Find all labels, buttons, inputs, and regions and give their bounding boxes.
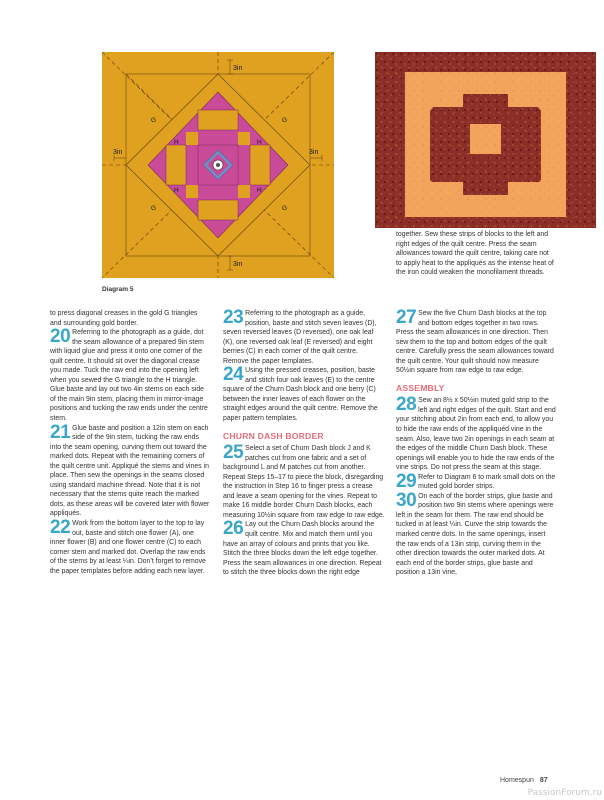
step-28 (396, 396, 556, 472)
label-h: H (257, 139, 262, 146)
step-text: Referring to the photograph as a guide, position, baste and stitch seven leaves (D), seven reversed leaves (D reversed), one oak leaf (K), one reversed oak leaf (E reversed) and eight berries (C) in each corner of the quilt centre. Remove the paper templates. (223, 310, 377, 365)
column-3 (396, 309, 556, 578)
step-26 (223, 520, 385, 577)
step-number: 30 (396, 489, 417, 511)
step-number: 22 (50, 517, 71, 539)
diagram-5 (102, 52, 334, 278)
churn-rect-bottom (198, 200, 238, 220)
step-20 (50, 328, 210, 423)
churn-corner (238, 132, 250, 145)
step-text: Work from the bottom layer to the top to lay out, baste and stitch one flower (A), one inner flower (B) and one flower centre (C) to each corner stem and marked dot. Overlap the raw ends of the stems by at least ¼in. Don’t forget to remove the paper templates before adding each new layer. (50, 520, 206, 575)
page-number: 87 (539, 777, 548, 784)
step-29 (396, 470, 556, 492)
step-number: 25 (223, 442, 244, 464)
churn-rect-right (250, 145, 270, 185)
flower-dot-icon (216, 163, 220, 167)
step-number: 23 (223, 307, 244, 328)
step-21 (50, 421, 210, 519)
label-g: G (282, 117, 288, 124)
column-2 (223, 309, 385, 578)
section-heading-churn-dash-border: CHURN DASH BORDER (223, 430, 324, 441)
step-text: Sew the five Churn Dash blocks at the top and bottom edges together in two rows. Press the seam allowances in one direction. Then sew them to the top and bottom edges of the quilt centre. Carefully press the seam allowances toward the quilt centre. Your quilt should now measure 50½in square from raw edge to raw edge. (396, 310, 554, 375)
intro-text: to press diagonal creases in the gold G triangles and surrounding gold border. (50, 310, 198, 327)
label-g: G (151, 117, 157, 124)
step-number: 29 (396, 470, 417, 492)
step-number: 27 (396, 307, 417, 328)
churn-dash-photo (375, 52, 596, 228)
step-22 (50, 519, 210, 576)
churn-corner (186, 132, 198, 145)
churn-rect-left (166, 145, 186, 185)
step-text: Refer to Diagram 6 to mark small dots on the muted gold border strips. (418, 473, 556, 491)
step-27 (396, 309, 556, 376)
step-23 (223, 309, 385, 366)
step-text: Lay out the Churn Dash blocks around the quilt centre. Mix and match them until you have an array of colours and prints that you like. Stitch the three blocks down the left edge together. Press the seam allowances in one direction. Repeat to stitch the three blocks down the right edge (223, 521, 382, 577)
step-text: Glue baste and position a 12in stem on each side of the 9in stem, tucking the raw ends into the seam opening, curving them out toward the marked dots. Repeat with the remaining corners of the quilt centre unit. Appliqué the stems and vines in place. Then sew the openings in the seams closed using standard machine thread. Note that it is not necessary that the stems quite reach the marked dots, as these areas will be covered later with flower appliqués. (50, 424, 210, 518)
column-1 (50, 309, 210, 576)
label-h: H (174, 139, 179, 146)
label-h: H (174, 187, 179, 194)
orange-print (375, 52, 596, 228)
step-text: Select a set of Churn Dash block J and K patches cut from one fabric and a set of background L and M patches cut from another. Repeat Steps 15–17 to piece the block, disregarding the instruction in Step 16 to finger press a crease and leave a seam opening for the vines. Repeat to make 16 middle border Churn Dash blocks, each measuring 10½in square from raw edge to raw edge. (223, 445, 385, 519)
churn-dash-photo-svg (375, 52, 596, 228)
step-text: Referring to the photograph as a guide, dot the seam allowance of a prepared 9in stem with liquid glue and press it onto one corner of the quilt centre. It should sit over the diagonal crease you made. Tuck the raw end into the opening left when you sewed the G triangle to the H triangle. Glue baste and lay out two 4in stems on each side of the main 9in stem, placing them in mirror-image positions and tucking the raw ends under the centre stem. (50, 329, 208, 423)
step-number: 21 (50, 421, 71, 443)
label-3in-bottom: 3in (233, 261, 243, 268)
watermark: PassionForum.ru (527, 788, 602, 798)
label-3in-left: 3in (113, 149, 123, 156)
label-h: H (257, 187, 262, 194)
churn-corner (238, 185, 250, 198)
step-25 (223, 444, 385, 520)
diagram-caption: Diagram 5 (102, 286, 134, 293)
page-footer (500, 777, 548, 784)
label-g: G (282, 205, 288, 212)
step-number: 20 (50, 326, 71, 348)
label-3in-top: 3in (233, 65, 243, 72)
step-number: 28 (396, 394, 417, 416)
step-number: 26 (223, 518, 244, 540)
step-text: Using the pressed creases, position, baste and stitch four oak leaves (E) to the centre square of the Churn Dash block and one berry (C) between the inner leaves of each flower on the straight edges around the quilt centre. Remove the paper pattern templates. (223, 367, 378, 423)
col3-top-text: together. Sew these strips of blocks to the left and right edges of the quilt centre. Press the seam allowances toward the quilt centre, taking care not to apply heat to the appliqués as the intense heat of the iron could weaken the monofilament threads. (396, 231, 554, 277)
churn-corner (186, 185, 198, 198)
step-30 (396, 489, 556, 578)
step-text: On each of the border strips, glue baste and position two 9in stems where openings were left in the seam for them. The raw end should be tucked in at least ¼in. Curve the strip towards the marked centre dots. In the same openings, insert the raw ends of a 13in strip, curving them in the other direction towards the outer marked dots. At each end of the border strips, glue baste and position a 13in vine, (396, 492, 554, 577)
diagram-svg (102, 52, 334, 278)
step-24 (223, 366, 385, 423)
step-text: Sew an 8½ x 50½in muted gold strip to the left and right edges of the quilt. Start and end your stitching about 2in from each end, to allow you to hide the raw ends of the appliquéd vine in the seam. Also, leave two 2in openings in each seam at the edges of the middle Churn Dash block. These openings will enable you to hide the raw ends of the vine strips. Do not press the seam at this stage. (396, 397, 556, 472)
section-heading-assembly: ASSEMBLY (396, 382, 445, 393)
step-number: 24 (223, 364, 244, 386)
churn-rect-top (198, 110, 238, 130)
label-g: G (151, 205, 157, 212)
magazine-name: Homespun (500, 777, 534, 784)
label-3in-right: 3in (309, 149, 319, 156)
